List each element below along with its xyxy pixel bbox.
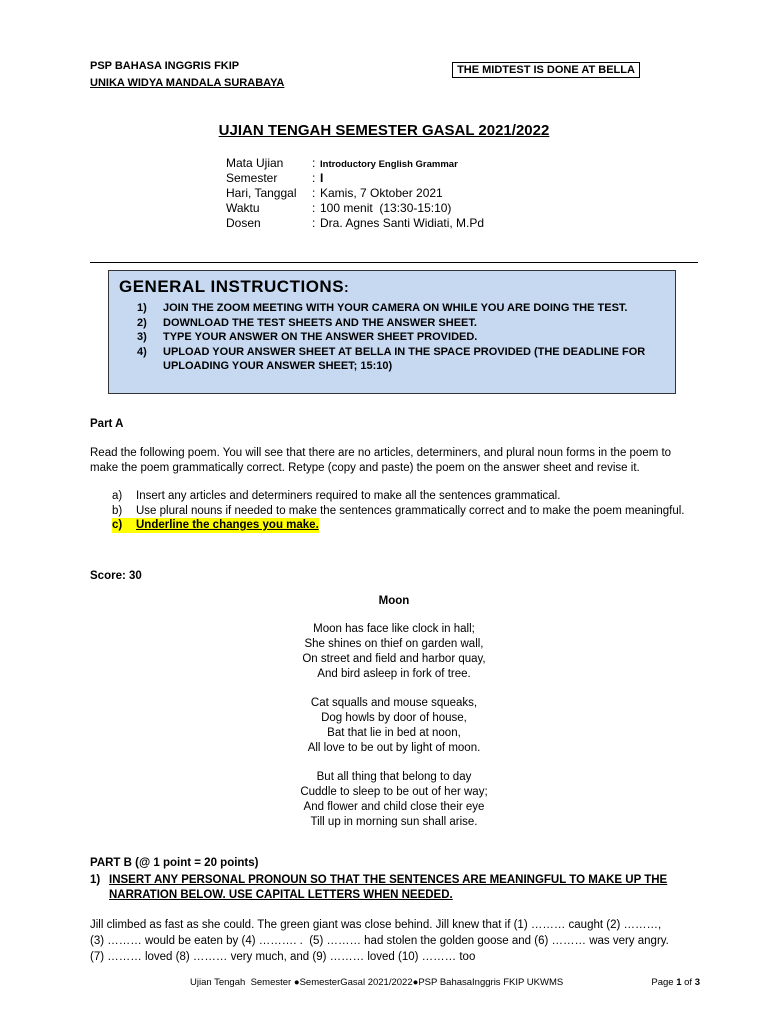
task-letter: b)	[112, 504, 123, 517]
exam-title: UJIAN TENGAH SEMESTER GASAL 2021/2022	[218, 122, 550, 139]
poem-line: But all thing that belong to day	[316, 771, 472, 783]
meta-value: 100 menit (13:30-15:10)	[320, 201, 452, 215]
narration-line: (7) ……… loved (8) ……… very much, and (9) ……… loved (10) ……… too	[90, 951, 476, 963]
poem-stanza	[0, 696, 768, 756]
poem-line: Cuddle to sleep to be out of her way;	[300, 786, 488, 798]
meta-label: Hari, Tanggal	[226, 186, 297, 200]
task-letter: a)	[112, 490, 123, 502]
meta-separator: :	[312, 171, 316, 185]
instruction-text: UPLOAD YOUR ANSWER SHEET AT BELLA IN THE SPACE PROVIDED (THE DEADLINE FOR UPLOADING YOUR ANSWER SHEET; 15:10)	[163, 345, 646, 372]
instruction-item	[137, 330, 667, 345]
notice-box: THE MIDTEST IS DONE AT BELLA	[452, 62, 640, 78]
meta-row-lecturer	[226, 216, 484, 231]
narration-line: (3) ……… would be eaten by (4) ………. . (5) ……… had stolen the golden goose and (6) ……… was very angry.	[90, 935, 669, 947]
instruction-text: TYPE YOUR ANSWER ON THE ANSWER SHEET PROVIDED.	[163, 331, 478, 343]
meta-value: Kamis, 7 Oktober 2021	[320, 186, 443, 200]
meta-row-subject	[226, 156, 484, 171]
poem-line: Dog howls by door of house,	[321, 712, 467, 724]
page-number: 1	[676, 977, 682, 988]
task-item	[112, 489, 700, 504]
page-indicator	[651, 977, 700, 988]
meta-value: I	[320, 171, 324, 185]
poem-line: All love to be out by light of moon.	[307, 742, 481, 754]
task-letter: c)	[112, 518, 136, 533]
instruction-list	[137, 301, 667, 374]
org-name-line1: PSP BAHASA INGGRIS FKIP	[90, 60, 240, 72]
exam-meta	[226, 156, 484, 231]
poem-line: She shines on thief on garden wall,	[304, 638, 484, 650]
instruction-item	[137, 316, 667, 331]
poem-line: And flower and child close their eye	[303, 801, 485, 813]
poem-line: Till up in morning sun shall arise.	[310, 816, 478, 828]
part-a-intro: Read the following poem. You will see that there are no articles, determiners, and plural noun forms in the poem to make the poem grammatically correct. Retype (copy and paste) the poem on the answer sheet and revise it.	[90, 447, 672, 474]
meta-row-date	[226, 186, 484, 201]
footer-text: Ujian Tengah Semester ●SemesterGasal 2021/2022●PSP BahasaInggris FKIP UKWMS	[190, 977, 564, 988]
poem-line: Bat that lie in bed at noon,	[327, 727, 461, 739]
meta-label: Mata Ujian	[226, 156, 284, 170]
divider	[90, 262, 698, 263]
poem-line: Moon has face like clock in hall;	[313, 623, 475, 635]
poem-title: Moon	[378, 595, 410, 607]
instruction-item	[137, 301, 667, 316]
instruction-number: 2)	[137, 316, 147, 329]
meta-row-semester	[226, 171, 484, 186]
task-item-highlighted	[112, 518, 700, 533]
meta-separator: :	[312, 186, 316, 200]
part-b-instruction	[90, 873, 700, 903]
poem-line: And bird asleep in fork of tree.	[317, 668, 471, 680]
task-text: Use plural nouns if needed to make the sentences grammatically correct and to make the poem meaningful.	[136, 504, 685, 517]
poem-line: On street and field and harbor quay,	[302, 653, 486, 665]
meta-separator: :	[312, 216, 316, 230]
meta-label: Semester	[226, 171, 278, 185]
meta-value: Dra. Agnes Santi Widiati, M.Pd	[320, 216, 485, 230]
instruction-text: JOIN THE ZOOM MEETING WITH YOUR CAMERA ON WHILE YOU ARE DOING THE TEST.	[163, 302, 628, 314]
page-of: of	[681, 977, 695, 988]
meta-label: Waktu	[226, 201, 260, 215]
instruction-item	[137, 345, 667, 374]
part-a-label: Part A	[90, 418, 124, 430]
general-instructions-title	[119, 277, 349, 297]
page-prefix: Page	[651, 977, 677, 988]
instruction-number: 4)	[137, 345, 147, 358]
meta-row-time	[226, 201, 484, 216]
task-text: Insert any articles and determiners required to make all the sentences grammatical.	[136, 490, 561, 502]
score-label: Score: 30	[90, 570, 142, 582]
meta-separator: :	[312, 201, 316, 215]
narration-line: Jill climbed as fast as she could. The green giant was close behind. Jill knew that if (1) ……… caught (2) ………,	[90, 919, 662, 931]
part-a-task-list	[112, 489, 700, 533]
part-b-narration	[90, 917, 702, 965]
part-b-instruction-number: 1)	[90, 874, 101, 886]
instruction-text: DOWNLOAD THE TEST SHEETS AND THE ANSWER SHEET.	[163, 316, 477, 329]
task-text-highlighted: Underline the changes you make.	[136, 519, 319, 531]
general-instructions-box	[108, 270, 676, 394]
poem-stanza	[0, 622, 768, 682]
general-instructions-title-text: GENERAL INSTRUCTIONS	[119, 277, 345, 296]
task-item	[112, 504, 700, 519]
part-b-instruction-text: INSERT ANY PERSONAL PRONOUN SO THAT THE SENTENCES ARE MEANINGFUL TO MAKE UP THE NARRATION BELOW. USE CAPITAL LETTERS WHEN NEEDED.	[109, 874, 668, 901]
meta-label: Dosen	[226, 216, 261, 230]
part-b-label: PART B (@ 1 point = 20 points)	[90, 857, 259, 869]
org-name-line2: UNIKA WIDYA MANDALA SURABAYA	[90, 77, 285, 89]
meta-separator: :	[312, 156, 316, 170]
poem-stanza	[0, 770, 768, 830]
meta-value: Introductory English Grammar	[320, 159, 458, 170]
instruction-number: 3)	[137, 331, 147, 343]
poem-line: Cat squalls and mouse squeaks,	[310, 697, 478, 709]
page-footer	[190, 977, 700, 988]
general-instructions-title-colon: :	[344, 279, 350, 295]
page-total: 3	[694, 977, 700, 988]
instruction-number: 1)	[137, 302, 147, 314]
